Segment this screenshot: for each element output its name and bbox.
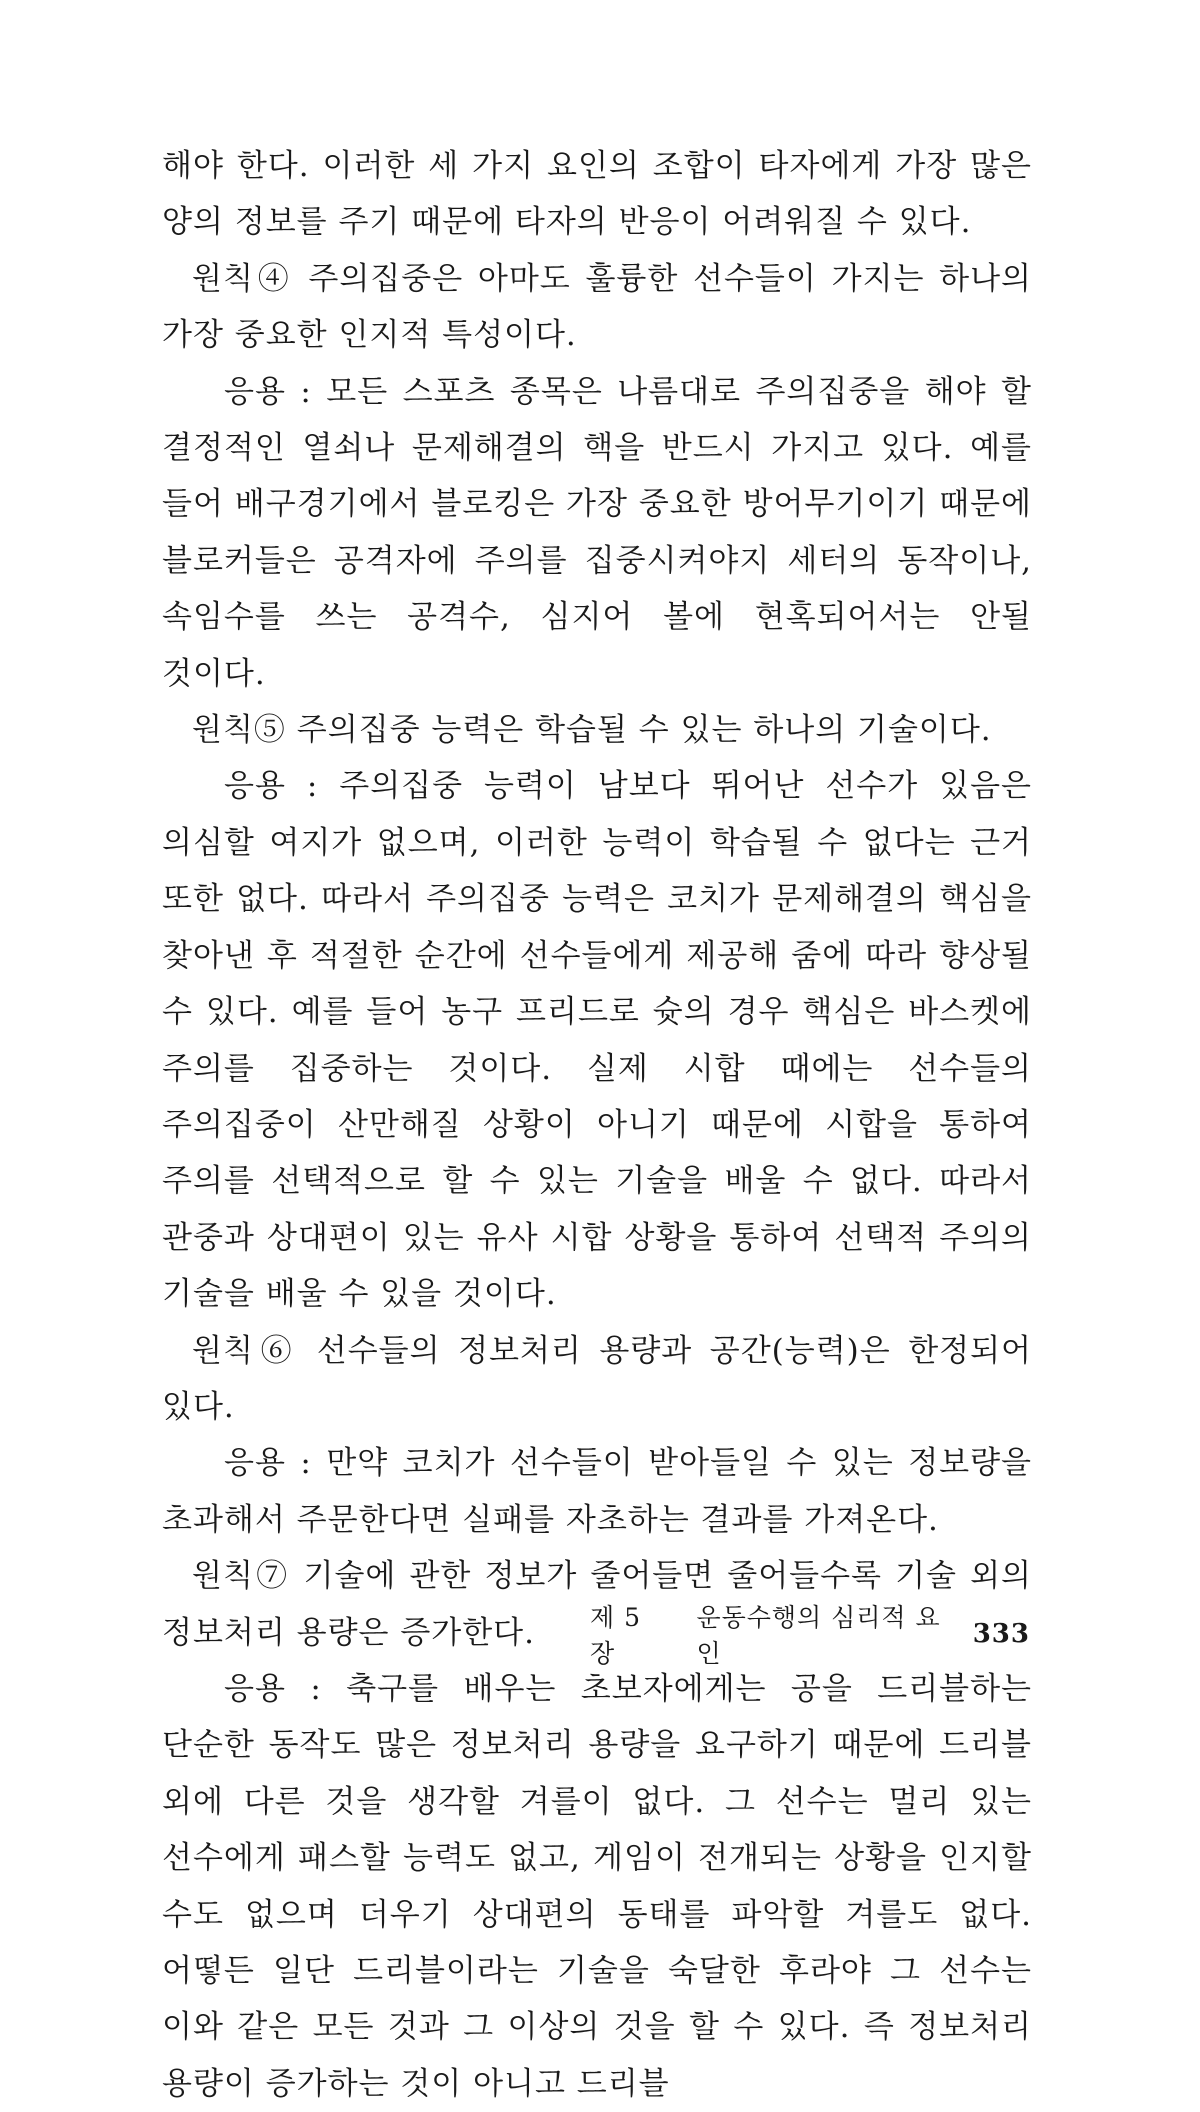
- chapter-title: 운동수행의 심리적 요인: [696, 1603, 941, 1668]
- page-number: 333: [972, 1619, 1030, 1649]
- chapter-label: 제 5 장: [590, 1603, 642, 1668]
- application-5: 응용 : 주의집중 능력이 남보다 뛰어난 선수가 있음은 의심할 여지가 없으며, 이러한 능력이 학습될 수 없다는 근거 또한 없다. 따라서 주의집중 능력은 코치가 문제해결의 핵심을 찾아낸 후 적절한 순간에 선수들에게 제공해 줌에 따라 향상될 수 있다. 예를 들어 농구 프리드로 슛의 경우 핵심은 바스켓에 주의를 집중하는 것이다. 실제 시합 때에는 선수들의 주의집중이 산만해질 상황이 아니기 때문에 시합을 통하여 주의를 선택적으로 할 수 있는 기술을 배울 수 없다. 따라서 관중과 상대편이 있는 유사 시합 상황을 통하여 선택적 주의의 기술을 배울 수 있을 것이다.: [162, 768, 1032, 1313]
- principle-4: 원칙④ 주의집중은 아마도 훌륭한 선수들이 가지는 하나의 가장 중요한 인지적 특성이다.: [162, 260, 1032, 354]
- application-7: 응용 : 축구를 배우는 초보자에게는 공을 드리블하는 단순한 동작도 많은 정보처리 용량을 요구하기 때문에 드리블 외에 다른 것을 생각할 겨를이 없다. 그 선수는 멀리 있는 선수에게 패스할 능력도 없고, 게임이 전개되는 상황을 인지할 수도 없으며 더우기 상대편의 동태를 파악할 겨를도 없다. 어떻든 일단 드리블이라는 기술을 숙달한 후라야 그 선수는 이와 같은 모든 것과 그 이상의 것을 할 수 있다. 즉 정보처리 용량이 증가하는 것이 아니고 드리블: [162, 1670, 1032, 2102]
- running-footer: [590, 1603, 1030, 1668]
- application-6: 응용 : 만약 코치가 선수들이 받아들일 수 있는 정보량을 초과해서 주문한다면 실패를 자초하는 결과를 가져온다.: [162, 1445, 1032, 1538]
- paragraph-continuation: 해야 한다. 이러한 세 가지 요인의 조합이 타자에게 가장 많은 양의 정보를 주기 때문에 타자의 반응이 어려워질 수 있다.: [162, 148, 1032, 241]
- body-text: [162, 138, 1032, 2112]
- principle-7: 원칙⑦ 기술에 관한 정보가 줄어들면 줄어들수록 기술 외의 정보처리 용량은 증가한다.: [162, 1558, 1032, 1651]
- principle-6: 원칙⑥ 선수들의 정보처리 용량과 공간(능력)은 한정되어 있다.: [162, 1332, 1032, 1425]
- application-4: 응용 : 모든 스포츠 종목은 나름대로 주의집중을 해야 할 결정적인 열쇠나 문제해결의 핵을 반드시 가지고 있다. 예를 들어 배구경기에서 블로킹은 가장 중요한 방어무기이기 때문에 블로커들은 공격자에 주의를 집중시켜야지 세터의 동작이나, 속임수를 쓰는 공격수, 심지어 볼에 현혹되어서는 안될 것이다.: [162, 373, 1032, 692]
- principle-5: 원칙⑤ 주의집중 능력은 학습될 수 있는 하나의 기술이다.: [192, 712, 992, 749]
